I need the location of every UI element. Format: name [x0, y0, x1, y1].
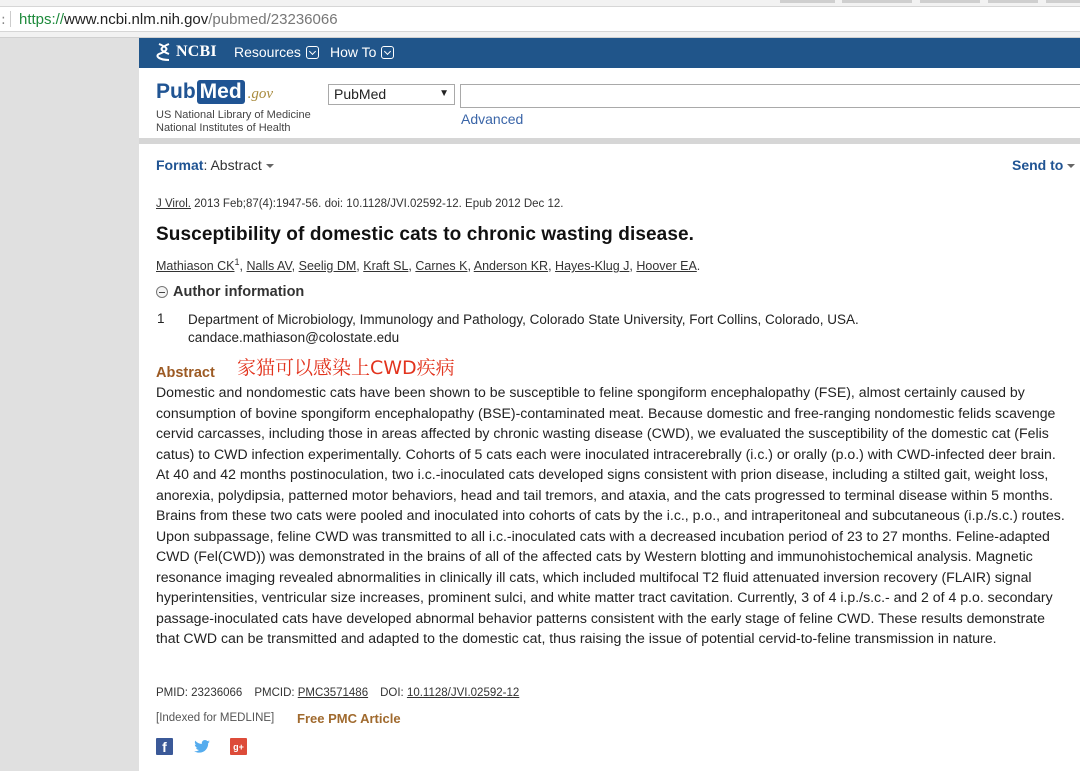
- pmcid-link[interactable]: PMC3571486: [297, 687, 369, 699]
- pubmed-logo-gov: .gov: [247, 86, 274, 102]
- citation: [156, 198, 564, 210]
- nav-how-to[interactable]: [330, 44, 394, 60]
- ncbi-helix-icon: [156, 42, 172, 62]
- red-annotation-text: 家猫可以感染上CWD疾病: [237, 357, 455, 379]
- author-link[interactable]: Hayes-Klug J: [555, 259, 630, 274]
- twitter-bird-glyph: [194, 740, 210, 753]
- abstract-text: Domestic and nondomestic cats have been shown to be susceptible to feline spongiform encephalopathy (FSE), almost certainly caused by consumption of bovine spongiform encephalopathy (BSE)-contaminated meat. Because domestic and free-ranging nondomestic felids scavenge cervid carcasses, including those in areas affected by chronic wasting disease (CWD), we evaluated the susceptibility of the domestic cat (Felis catus) to CWD infection experimentally. Cohorts of 5 cats each were inoculated intracerebrally (i.c.) or orally (p.o.) with CWD-infected deer brain. At 40 and 42 months postinoculation, two i.c.-inoculated cats developed signs consistent with prion disease, including a stilted gait, weight loss, anorexia, polydipsia, patterned motor behaviors, head and tail tremors, and ataxia, and the cats progressed to terminal disease within 5 months. Brains from these two cats were pooled and inoculated into cohorts of cats by the i.c., p.o., and intraperitoneal and subcutaneous (i.p./s.c.) routes. Upon subpassage, feline CWD was transmitted to all i.c.-inoculated cats with a decreased incubation period of 23 to 27 months. Feline-adapted CWD (Fel(CWD)) was demonstrated in the brains of all of the affected cats by Western blotting and immunohistochemical analysis. Magnetic resonance imaging revealed abnormalities in clinically ill cats, which included multifocal T2 fluid attenuated inversion recovery (FLAIR) signal hyperintensities, ventricular size increases, prominent sulci, and white matter tract cavitation. Currently, 3 of 4 i.p./s.c.- and 2 of 4 p.o. secondary passage-inoculated cats have developed abnormal behavior patterns consistent with the early stage of feline CWD. These results demonstrate that CWD can be transmitted and adapted to the domestic cat, thus raising the issue of potential cervid-to-feline transmission in nature.: [156, 384, 1065, 646]
- pmcid-label: PMCID:: [254, 687, 295, 699]
- browser-toolbar: [0, 0, 1080, 38]
- pubmed-logo-pub: Pub: [156, 80, 196, 103]
- caret-down-icon: [1067, 164, 1075, 168]
- article-title: Susceptibility of domestic cats to chronic wasting disease.: [156, 224, 695, 245]
- url-divider: [10, 11, 11, 27]
- url-path: /pubmed/23236066: [208, 11, 338, 28]
- article-identifiers: [156, 687, 519, 699]
- abstract-heading: Abstract: [156, 365, 215, 381]
- left-page-margin: [0, 38, 139, 771]
- url-prefix: :: [1, 12, 6, 28]
- doi-link[interactable]: 10.1128/JVI.02592-12: [406, 687, 520, 699]
- author-information-toggle[interactable]: [156, 284, 304, 300]
- affiliation-text: Department of Microbiology, Immunology and Pathology, Colorado State University, Fort Collins, Colorado, USA. candace.mathiason@colostate.edu: [188, 312, 859, 345]
- chevron-down-icon: [306, 46, 319, 59]
- url-scheme: https://: [19, 11, 65, 28]
- social-share-bar: [156, 738, 267, 755]
- author-list: Mathiason $CK^1$, Nalls AV, Seelig DM, Kraft SL, Carnes K, Anderson KR, Hayes-Klug J, Hoover EA.: [156, 257, 701, 274]
- citation-details: 2013 Feb;87(4):1947-56. doi: 10.1128/JVI.02592-12. Epub 2012 Dec 12.: [190, 198, 564, 210]
- format-selector[interactable]: [156, 157, 274, 173]
- nav-resources[interactable]: [234, 44, 319, 60]
- send-to-button[interactable]: [1012, 157, 1075, 173]
- nav-resources-label: Resources: [234, 44, 301, 60]
- author-link[interactable]: Nalls AV: [246, 259, 292, 274]
- facebook-icon[interactable]: f: [156, 738, 173, 755]
- doi-label: DOI:: [380, 687, 404, 699]
- header-divider: [139, 138, 1080, 144]
- collapse-minus-icon: [156, 286, 168, 298]
- google-plus-icon[interactable]: g+: [230, 738, 247, 755]
- format-value: : Abstract: [203, 157, 262, 173]
- dropdown-arrow-icon: ▼: [439, 88, 449, 99]
- journal-link[interactable]: J Virol.: [156, 198, 191, 210]
- nav-how-to-label: How To: [330, 44, 377, 60]
- chevron-down-icon: [381, 46, 394, 59]
- pubmed-logo[interactable]: [156, 74, 273, 104]
- author-information-label: Author information: [173, 284, 305, 300]
- pmid: PMID: 23236066: [156, 687, 243, 699]
- affiliation-marker[interactable]: 1: [234, 257, 240, 267]
- author-link[interactable]: Carnes K: [415, 259, 468, 274]
- search-input[interactable]: [460, 84, 1080, 108]
- format-label: Format: [156, 157, 204, 173]
- author-link[interactable]: Hoover EA: [636, 259, 697, 274]
- ncbi-logo[interactable]: [156, 42, 217, 62]
- indexed-for-medline: [Indexed for MEDLINE]: [156, 712, 275, 724]
- database-select[interactable]: [328, 84, 455, 105]
- pubmed-logo-med: Med: [197, 80, 245, 104]
- twitter-icon[interactable]: [193, 738, 210, 755]
- url-text[interactable]: [19, 11, 338, 28]
- send-to-label: Send to: [1012, 157, 1064, 173]
- pubmed-subtitle: US National Library of Medicine National Institutes of Health: [156, 109, 311, 134]
- pubmed-header: [139, 68, 1080, 138]
- author-link[interactable]: Mathiason CK: [156, 259, 235, 274]
- author-link[interactable]: Seelig DM: [298, 259, 357, 274]
- bookmark-strip: [780, 0, 1080, 4]
- database-select-value: PubMed: [334, 86, 387, 102]
- url-host: www.ncbi.nlm.nih.gov: [64, 11, 209, 28]
- author-link[interactable]: Anderson KR: [473, 259, 549, 274]
- author-link[interactable]: Kraft SL: [363, 259, 409, 274]
- advanced-search-link[interactable]: Advanced: [461, 111, 524, 127]
- ncbi-logo-text: NCBI: [176, 43, 217, 60]
- caret-down-icon: [266, 164, 274, 168]
- ncbi-header-bar: [139, 38, 1080, 68]
- address-bar[interactable]: [0, 6, 1080, 32]
- free-pmc-article-link[interactable]: Free PMC Article: [297, 711, 401, 726]
- affiliation-number: 1: [157, 311, 165, 326]
